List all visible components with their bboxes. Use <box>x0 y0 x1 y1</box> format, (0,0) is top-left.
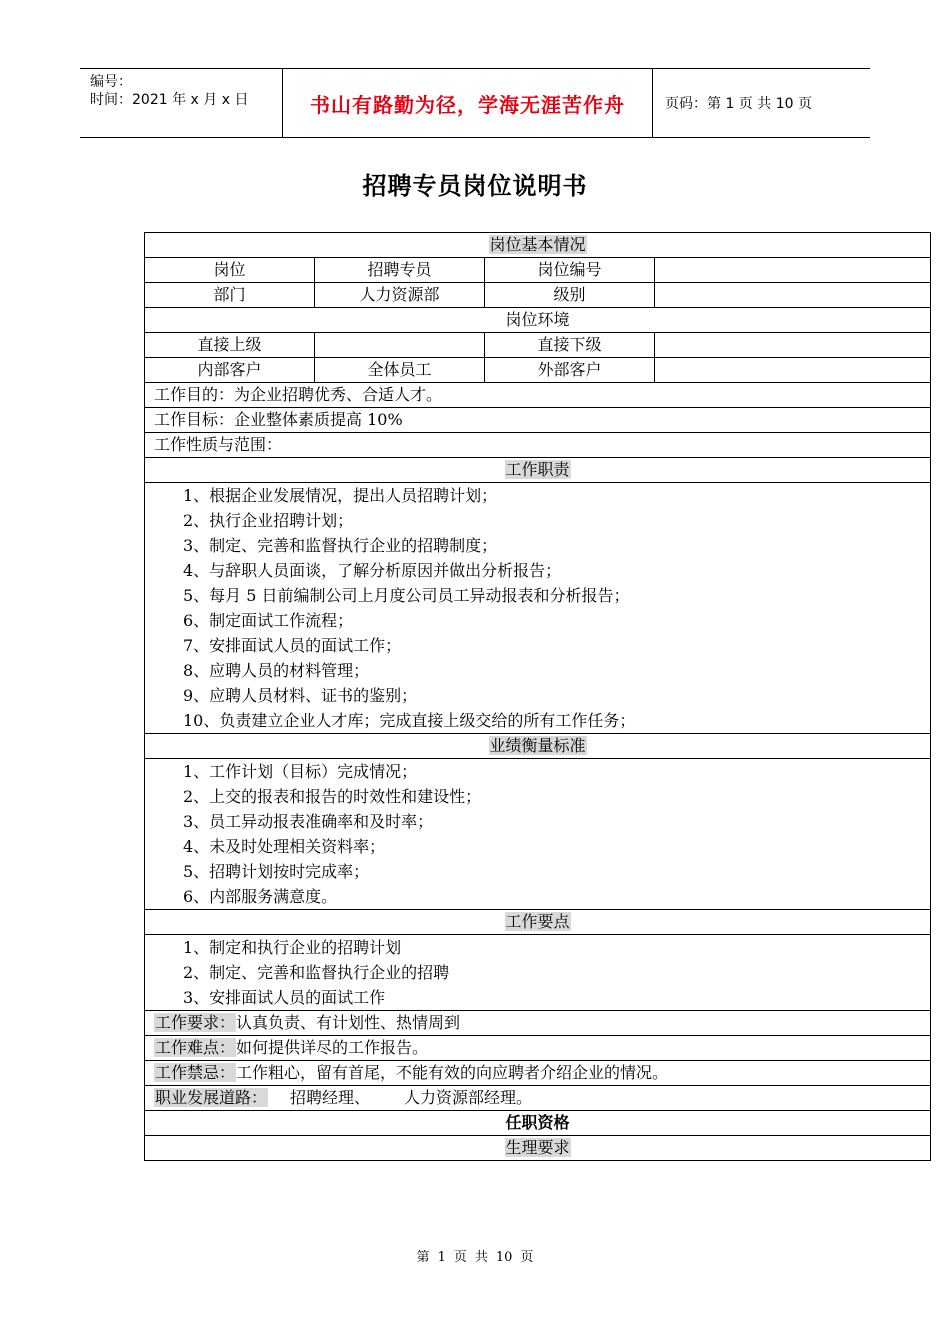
duties-list <box>145 483 931 734</box>
section-key-points: 工作要点 <box>145 910 931 935</box>
page-title: 招聘专员岗位说明书 <box>362 172 588 200</box>
internal-client-value: 全体员工 <box>315 358 485 383</box>
post-no-label: 岗位编号 <box>485 258 655 283</box>
list-item: 8、应聘人员的材料管理； <box>183 661 370 680</box>
list-item: 10、负责建立企业人才库；完成直接上级交给的所有工作任务； <box>183 711 636 730</box>
list-item: 9、应聘人员材料、证书的鉴别； <box>183 686 418 705</box>
list-item: 2、上交的报表和报告的时效性和建设性； <box>183 787 482 806</box>
list-item: 3、员工异动报表准确率和及时率； <box>183 812 434 831</box>
post-value: 招聘专员 <box>315 258 485 283</box>
work-purpose: 工作目的：为企业招聘优秀、合适人才。 <box>145 383 931 408</box>
section-duties: 工作职责 <box>145 458 931 483</box>
post-label: 岗位 <box>145 258 315 283</box>
dept-value: 人力资源部 <box>315 283 485 308</box>
external-client-value <box>655 358 931 383</box>
work-nature: 工作性质与范围： <box>145 433 931 458</box>
time-label: 时间：2021 年 x 月 x 日 <box>90 92 249 108</box>
list-item: 5、每月 5 日前编制公司上月度公司员工异动报表和分析报告； <box>183 586 630 605</box>
direct-subordinate-value <box>655 333 931 358</box>
key-points-list <box>145 935 931 1011</box>
post-no-value <box>655 258 931 283</box>
external-client-label: 外部客户 <box>485 358 655 383</box>
page-number: 1 <box>437 1250 446 1265</box>
list-item: 2、执行企业招聘计划； <box>183 511 354 530</box>
section-performance: 业绩衡量标准 <box>145 734 931 759</box>
header-motto: 书山有路勤为径，学海无涯苦作舟 <box>282 69 653 137</box>
number-label: 编号： <box>90 74 132 90</box>
career-path: 职业发展道路： 招聘经理、 人力资源部经理。 <box>145 1086 931 1111</box>
direct-superior-value <box>315 333 485 358</box>
list-item: 6、制定面试工作流程； <box>183 611 354 630</box>
level-label: 级别 <box>485 283 655 308</box>
header-page-info: 页码：第 1 页 共 10 页 <box>665 96 812 112</box>
level-value <box>655 283 931 308</box>
list-item: 3、制定、完善和监督执行企业的招聘制度； <box>183 536 498 555</box>
list-item: 4、与辞职人员面谈，了解分析原因并做出分析报告； <box>183 561 562 580</box>
work-prohibitions: 工作禁忌：工作粗心，留有首尾，不能有效的向应聘者介绍企业的情况。 <box>145 1061 931 1086</box>
section-qualification: 任职资格 <box>145 1111 931 1136</box>
list-item: 7、安排面试人员的面试工作； <box>183 636 402 655</box>
internal-client-label: 内部客户 <box>145 358 315 383</box>
list-item: 6、内部服务满意度。 <box>183 887 338 906</box>
page-total: 10 <box>495 1250 513 1265</box>
list-item: 5、招聘计划按时完成率； <box>183 862 370 881</box>
list-item: 2、制定、完善和监督执行企业的招聘 <box>183 963 450 982</box>
section-physical: 生理要求 <box>145 1136 931 1161</box>
performance-list <box>145 759 931 910</box>
work-requirements: 工作要求：认真负责、有计划性、热情周到 <box>145 1011 931 1036</box>
list-item: 3、安排面试人员的面试工作 <box>183 988 386 1007</box>
list-item: 1、制定和执行企业的招聘计划 <box>183 938 402 957</box>
section-basic: 岗位基本情况 <box>145 233 931 258</box>
section-environment: 岗位环境 <box>145 308 931 333</box>
work-difficulties: 工作难点：如何提供详尽的工作报告。 <box>145 1036 931 1061</box>
list-item: 4、未及时处理相关资料率； <box>183 837 386 856</box>
direct-superior-label: 直接上级 <box>145 333 315 358</box>
job-description-table <box>144 232 931 1161</box>
list-item: 1、工作计划（目标）完成情况； <box>183 762 418 781</box>
list-item: 1、根据企业发展情况，提出人员招聘计划； <box>183 486 498 505</box>
work-target: 工作目标：企业整体素质提高 10% <box>145 408 931 433</box>
document-header <box>80 68 870 138</box>
page-footer: 第 1 页 共 10 页 <box>416 1250 534 1265</box>
dept-label: 部门 <box>145 283 315 308</box>
direct-subordinate-label: 直接下级 <box>485 333 655 358</box>
header-meta <box>80 69 282 137</box>
